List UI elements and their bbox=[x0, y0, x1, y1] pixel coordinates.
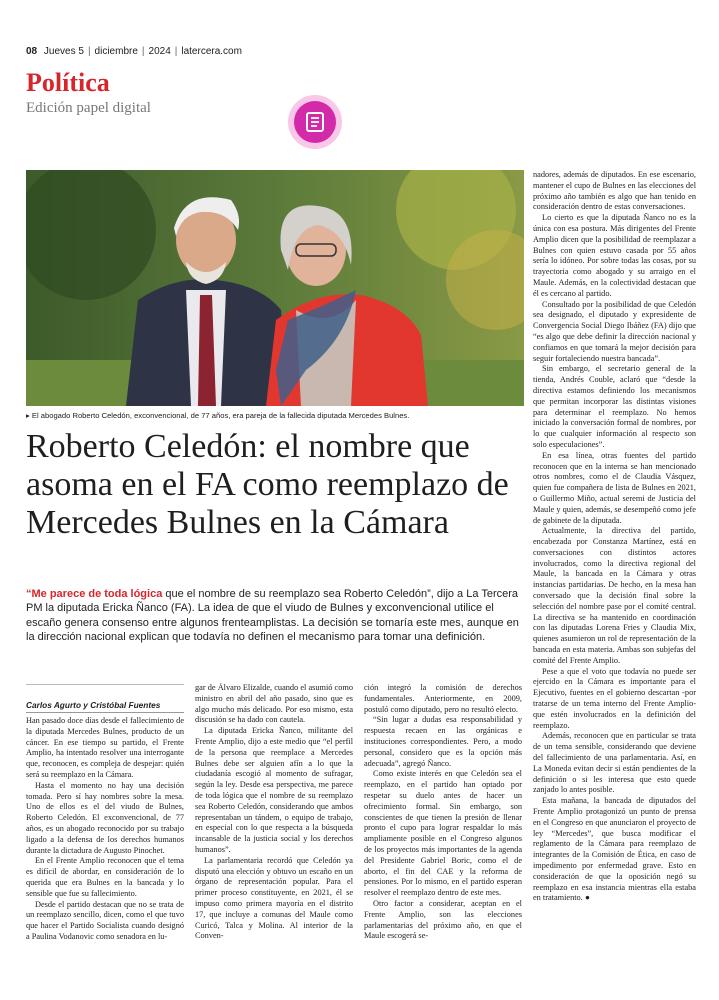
section-title: Política bbox=[26, 68, 110, 97]
lead-highlight: “Me parece de toda lógica bbox=[26, 588, 163, 600]
photo-caption: ▸ El abogado Roberto Celedón, exconvencional, de 77 años, era pareja de la fallecida diputada Mercedes Bulnes. bbox=[26, 411, 410, 420]
header-year: 2024 bbox=[148, 46, 171, 57]
paragraph: “Sin lugar a dudas esa responsabilidad y respuesta recaen en las orgánicas e instituciones correspondientes. Pero, a modo personal, considero que es la opción más adecuada”, agregó Ñanco. bbox=[364, 715, 522, 768]
paragraph: Desde el partido destacan que no se trata de un reemplazo sencillo, dicen, como el que tuvo que hacer el Partido Socialista cuando designó a Paulina Vodanovic como senadora en lu- bbox=[26, 899, 184, 941]
paragraph: Consultado por la posibilidad de que Celedón sea designado, el diputado y expresidente de Convergencia Social Diego Ibáñez (FA) dijo que “es algo que debe definir la dirección nacional y confiamos en que tomará la mejor decisión para seguir fortaleciendo nuestra bancada”. bbox=[533, 299, 696, 363]
paragraph: Lo cierto es que la diputada Ñanco no es la única con esa postura. Más dirigentes del Frente Amplio dicen que la posibilidad de reemplazar a Bulnes con quien estuvo casada por 55 años sería lo idóneo. Por sobre todas las cosas, por su trayectoria como abogado y su arraigo en el Maule. Además, en la colectividad destacan que él es cercano al partido. bbox=[533, 213, 696, 298]
paragraph: Esta mañana, la bancada de diputados del Frente Amplio protagonizó un punto de prensa en el Congreso en que anunciaron el proyecto de ley “Mercedes”, que busca modificar el reglamento de la Cámara para reemplazo de integrantes de la Comisión de Ética, en caso de impedimento por enfermedad grave. Esto en consideración de que la oposición negó su reemplazo en esa instancia mientras ella estaba en tratamiento. ● bbox=[533, 796, 696, 903]
paragraph: La diputada Ericka Ñanco, militante del Frente Amplio, dijo a este medio que “el perfil de la persona que reemplace a Mercedes Bulnes debe ser alguien afín a lo que la ciudadanía escogió al momento de sufragar, según la ley. Desde esa perspectiva, me parece de toda lógica que el nombre de su reemplazo sea Roberto Celedón, considerando que ambos representaban un tándem, o equipo de trabajo, en especial con lo que respecta a la búsqueda incansable de la justicia social y los derechos humanos”. bbox=[195, 726, 353, 854]
paragraph: gar de Álvaro Elizalde, cuando el asumió como ministro en abril del año pasado, sino que es algo mucho más delicado. Por eso mismo, esta discusión se ha dado con cautela. bbox=[195, 683, 353, 725]
article-column-2 bbox=[195, 683, 353, 968]
paragraph: Además, reconocen que en particular se trata de un tema sensible, considerando que deviene del fallecimiento de una parlamentaria. Así, en La Moneda evitan decir si están pendientes de la definición o si les interesa que esto quede zanjado lo antes posible. bbox=[533, 731, 696, 795]
document-view-button[interactable] bbox=[288, 95, 342, 149]
paragraph: Actualmente, la directiva del partido, encabezada por Constanza Martínez, está en conversaciones con distintos actores involucrados, como la directiva regional del Maule, la bancada en la Cámara y otras instancias partidarias. De hecho, en la mesa han conversado que la decisión final sobre la selección del nombre pase por el comité central. La directiva se ha mantenido en coordinación con las diputadas Lorena Fries y Claudia Mix, quienes asumieron un rol de representación de la bancada en esta materia. Ambas son subjefas del comité del Frente Amplio. bbox=[533, 526, 696, 665]
paragraph: La parlamentaria recordó que Celedón ya disputó una elección y obtuvo un escaño en un órgano de representación popular. Para el primer proceso constituyente, en 2021, él se impuso como primera mayoría en el distrito 17, que incluye a comunas del Maule como Curicó, Talca y Molina. Al interior de la Conven- bbox=[195, 855, 353, 941]
article-photo bbox=[26, 170, 524, 406]
article-headline: Roberto Celedón: el nombre que asoma en el FA como reemplazo de Mercedes Bulnes en la Cámara bbox=[26, 428, 509, 541]
header-month: diciembre bbox=[94, 46, 138, 57]
document-icon bbox=[294, 101, 336, 143]
page-header-line: 08 Jueves 5 | diciembre | 2024 | latercera.com bbox=[26, 46, 242, 57]
page-number: 08 bbox=[26, 46, 38, 57]
paragraph: Como existe interés en que Celedón sea el reemplazo, en el partido han optado por respetar su duelo antes de hacer un ofrecimiento formal. Sin embargo, son conscientes de que tienen la presión de llenar pronto el cupo para lograr respaldar lo más ampliamente posible en el Congreso algunos de los proyectos más importantes de la agenda del Presidente Gabriel Boric, como el de aborto, el fin del CAE y la reforma de pensiones. Por lo mismo, en el partido esperan resolver el reemplazo dentro de este mes. bbox=[364, 769, 522, 898]
header-day: Jueves 5 bbox=[43, 46, 84, 57]
paragraph: Otro factor a considerar, aceptan en el Frente Amplio, son las elecciones parlamentarias del próximo año, en que el Maule escogerá se- bbox=[364, 898, 522, 941]
paragraph: En esa línea, otras fuentes del partido reconocen que en la interna se han mencionado otros nombres, como el de Claudia Vásquez, quien fue compañera de lista de Bulnes en 2021, o Guillermo Miño, actual seremi de Justicia del Maule y quien, además, se desempeñó como jefe de gabinete de la diputada. bbox=[533, 450, 696, 525]
article-authors: Carlos Agurto y Cristóbal Fuentes bbox=[26, 700, 184, 713]
lead-text: que el nombre de su reemplazo sea Roberto Celedón”, dijo a La Tercera PM la diputada Ericka Ñanco (FA). La idea de que el viudo de Bulnes y exconvencional utilice el escaño genera consenso entre algunos frenteamplistas. La decisión se tomaría este mes, aunque en la dirección nacional explican que todavía no definen el mecanismo para tomar una definición. bbox=[26, 588, 519, 644]
article-column-4 bbox=[533, 170, 696, 968]
article-column-1 bbox=[26, 716, 184, 968]
article-column-3 bbox=[364, 683, 522, 968]
divider bbox=[26, 684, 184, 685]
paragraph: Han pasado doce días desde el fallecimiento de la diputada Mercedes Bulnes, producto de un cáncer. En ese tiempo su partido, el Frente Amplio, ha intentado resolver una interrogante que, reconocen, es compleja de despejar: quién será su reemplazo en la Cámara. bbox=[26, 716, 184, 779]
paragraph: Pese a que el voto que todavía no puede ser ejercido en la Cámara es importante para el Ejecutivo, fuentes en el gobierno descartan -por tratarse de un tema interno del Frente Amplio- que estén involucrados en la definición del reemplazo. bbox=[533, 666, 696, 730]
paragraph: En el Frente Amplio reconocen que el tema es difícil de abordar, en consideración de lo querida que era Bulnes en la bancada y lo sensible que fue su fallecimiento. bbox=[26, 856, 184, 898]
paragraph: Hasta el momento no hay una decisión tomada. Pero sí hay nombres sobre la mesa. Uno de ellos es el del viudo de Bulnes, Roberto Celedón. El exconvencional, de 77 años, es un abogado reconocido por su trabajo ligado a la defensa de los derechos humanos durante la dictadura de Augusto Pinochet. bbox=[26, 780, 184, 855]
paragraph: ción integró la comisión de derechos fundamentales. Anteriormente, en 2009, postuló como diputado, pero no resultó electo. bbox=[364, 683, 522, 714]
paragraph: Sin embargo, el secretario general de la tienda, Andrés Couble, aclaró que “desde la directiva estamos definiendo los mecanismos que permitan incorporar las distintas visiones para determinar el reemplazo. No hemos iniciado la conversación formal de nombres, por lo que cualquier información al respecto son solo especulaciones”. bbox=[533, 364, 696, 449]
paragraph: nadores, además de diputados. En ese escenario, mantener el cupo de Bulnes en las elecciones del próximo año también es algo que han tenido en consideración dentro de estas conversaciones. bbox=[533, 170, 696, 212]
edition-subtitle: Edición papel digital bbox=[26, 100, 151, 116]
header-site[interactable]: latercera.com bbox=[181, 46, 242, 57]
article-lead bbox=[26, 587, 520, 645]
